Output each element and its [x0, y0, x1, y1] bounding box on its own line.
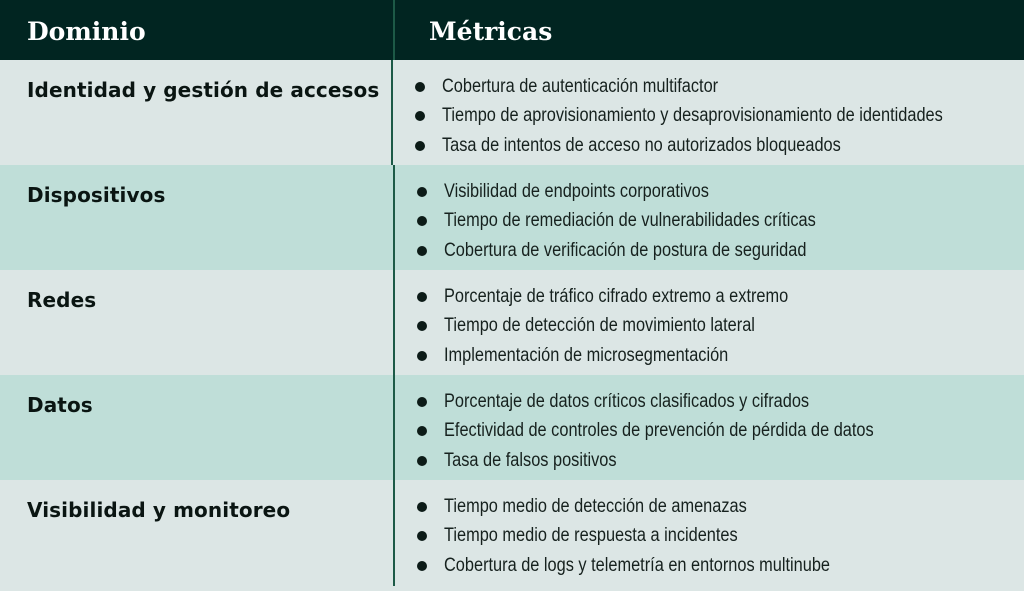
bullet-icon: [417, 502, 427, 512]
list-item: [417, 282, 1024, 312]
list-item: [417, 522, 1024, 552]
bullet-icon: [417, 292, 427, 302]
metric-text: Tasa de falsos positivos: [444, 449, 617, 471]
metrics-list: [393, 60, 1024, 165]
domain-cell: Dispositivos: [0, 165, 395, 270]
bullet-icon: [417, 187, 427, 197]
bullet-icon: [417, 561, 427, 571]
metric-text: Porcentaje de tráfico cifrado extremo a extremo: [444, 285, 789, 307]
bullet-icon: [417, 397, 427, 407]
table-header: [0, 0, 1024, 60]
table-row: [0, 270, 1024, 375]
metric-text: Efectividad de controles de prevención de pérdida de datos: [444, 420, 874, 442]
bullet-icon: [417, 456, 427, 466]
list-item: [417, 387, 1024, 417]
bullet-icon: [417, 246, 427, 256]
metric-text: Cobertura de autenticación multifactor: [441, 75, 718, 97]
table-row: [0, 375, 1024, 480]
bullet-icon: [417, 531, 427, 541]
domain-cell: Visibilidad y monitoreo: [0, 480, 395, 586]
domain-cell: Identidad y gestión de accesos: [0, 60, 393, 165]
metric-text: Implementación de microsegmentación: [444, 344, 729, 366]
bullet-icon: [417, 351, 427, 361]
bullet-icon: [415, 111, 425, 121]
bullet-icon: [415, 82, 425, 92]
list-item: [417, 417, 1024, 447]
metric-text: Tiempo de aprovisionamiento y desaprovisionamiento de identidades: [441, 105, 943, 127]
table-row: [0, 60, 1024, 165]
metric-text: Tasa de intentos de acceso no autorizados bloqueados: [441, 134, 841, 156]
metrics-list: [395, 480, 1024, 586]
metric-text: Tiempo medio de detección de amenazas: [444, 495, 747, 517]
metrics-list: [395, 375, 1024, 480]
list-item: [417, 207, 1024, 237]
metric-text: Cobertura de logs y telemetría en entornos multinube: [444, 554, 831, 576]
list-item: [417, 341, 1024, 371]
list-item: [415, 131, 1024, 161]
bullet-icon: [415, 141, 425, 151]
list-item: [417, 492, 1024, 522]
domain-cell: Datos: [0, 375, 395, 480]
list-item: [417, 312, 1024, 342]
domain-cell: Redes: [0, 270, 395, 375]
bullet-icon: [417, 321, 427, 331]
metrics-list: [395, 165, 1024, 270]
header-domain: Dominio: [0, 0, 395, 60]
metric-text: Porcentaje de datos críticos clasificados y cifrados: [444, 390, 810, 412]
bullet-icon: [417, 216, 427, 226]
header-metrics: Métricas: [429, 17, 553, 46]
list-item: [415, 102, 1024, 132]
list-item: [415, 72, 1024, 102]
list-item: [417, 446, 1024, 476]
metric-text: Tiempo de remediación de vulnerabilidades críticas: [444, 210, 816, 232]
list-item: [417, 551, 1024, 581]
metric-text: Tiempo medio de respuesta a incidentes: [444, 525, 738, 547]
table-row: [0, 165, 1024, 270]
list-item: [417, 236, 1024, 266]
metrics-list: [395, 270, 1024, 375]
bullet-icon: [417, 426, 427, 436]
metric-text: Visibilidad de endpoints corporativos: [444, 180, 709, 202]
table-row: [0, 480, 1024, 586]
metric-text: Cobertura de verificación de postura de seguridad: [444, 239, 807, 261]
metric-text: Tiempo de detección de movimiento lateral: [444, 315, 755, 337]
list-item: [417, 177, 1024, 207]
